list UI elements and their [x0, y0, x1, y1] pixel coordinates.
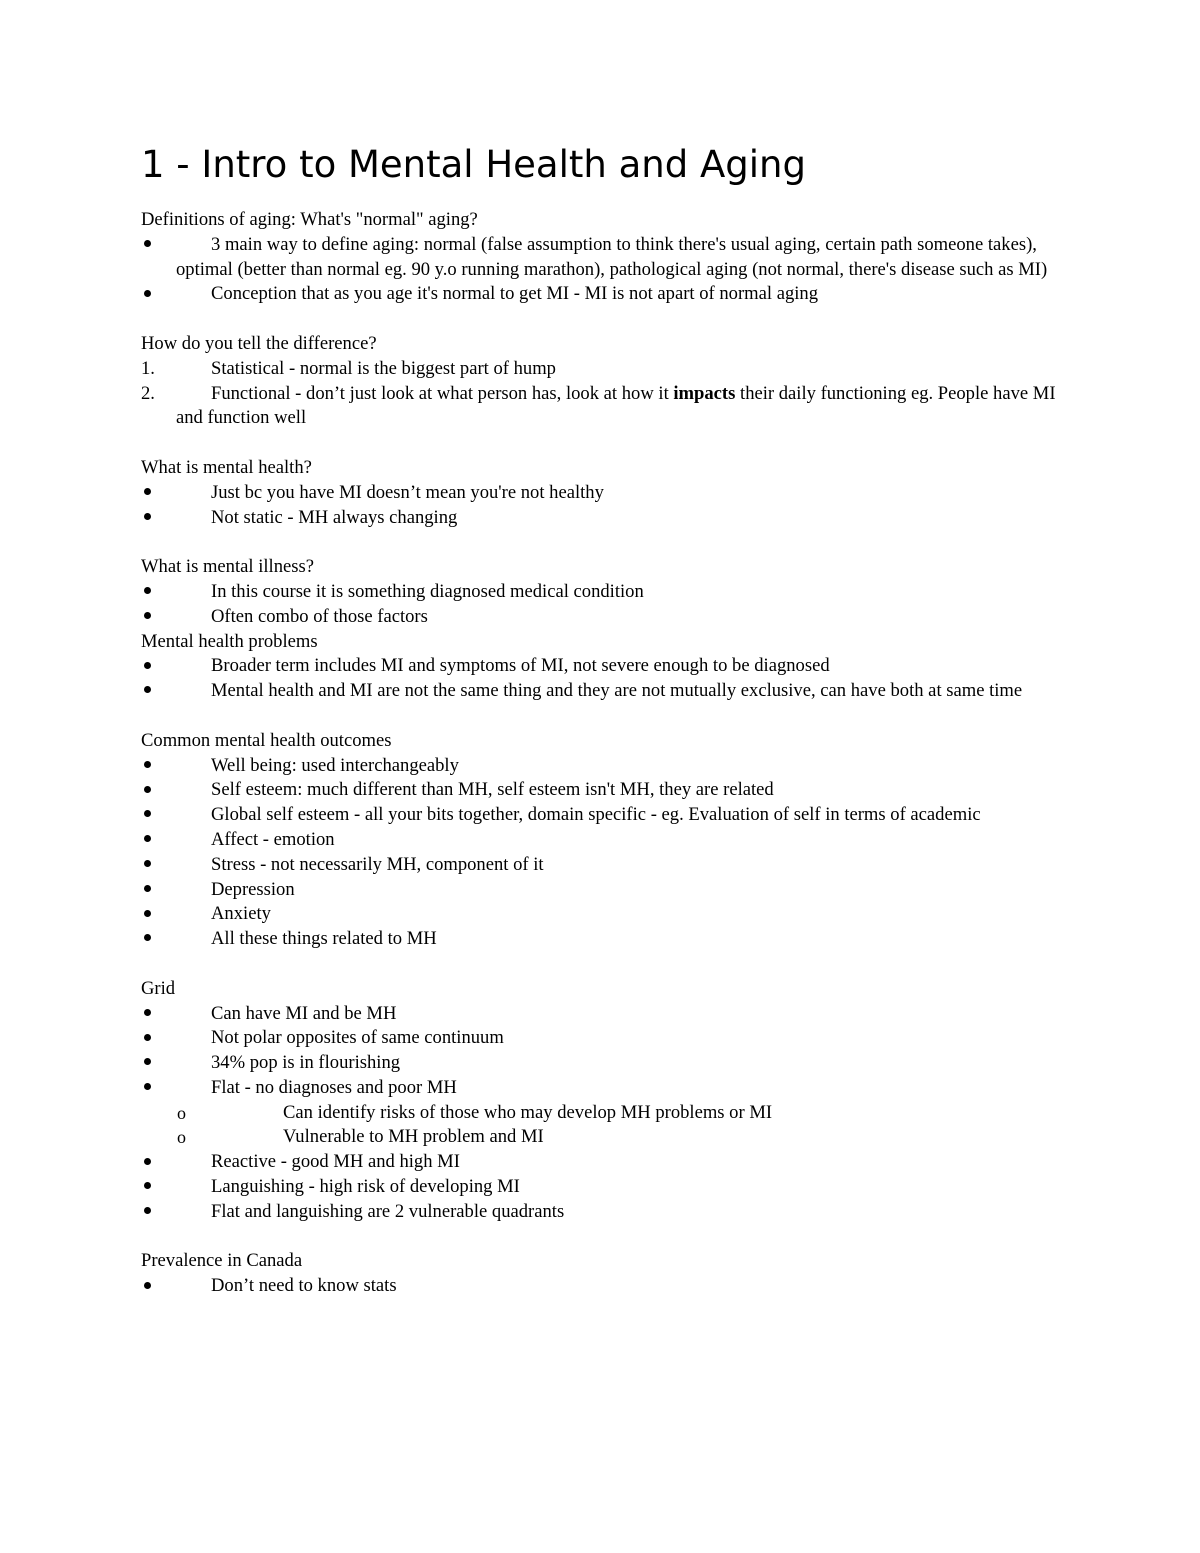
bullet-list [141, 1274, 1071, 1299]
list-item: Anxiety [141, 902, 1071, 927]
section-difference [141, 332, 1071, 431]
bullet-icon [141, 1200, 171, 1225]
bullet-icon [141, 506, 171, 531]
section-heading: Grid [141, 977, 176, 999]
list-item: 1. Statistical - normal is the biggest part of hump [141, 357, 1071, 382]
numbered-list [141, 357, 1071, 431]
bullet-icon [141, 1026, 171, 1051]
list-item: Reactive - good MH and high MI [141, 1150, 1071, 1175]
list-item: 2. Functional - don’t just look at what person has, look at how it impacts their daily functioning eg. People have MI and function well [141, 382, 1056, 429]
bullet-icon [141, 1175, 171, 1200]
list-item: Not polar opposites of same continuum [141, 1026, 1071, 1051]
bullet-icon [141, 233, 171, 258]
bullet-icon [141, 778, 171, 803]
bullet-icon [141, 1051, 171, 1076]
bullet-icon [141, 481, 171, 506]
bullet-icon [141, 605, 171, 630]
list-item: Affect - emotion [141, 828, 1071, 853]
bullet-icon [141, 580, 171, 605]
section-mh-problems [141, 630, 1071, 704]
list-item: Broader term includes MI and symptoms of MI, not severe enough to be diagnosed [141, 654, 1071, 679]
bullet-icon [141, 803, 171, 828]
bullet-icon [141, 853, 171, 878]
list-item: Often combo of those factors [141, 605, 1071, 630]
section-heading: Common mental health outcomes [141, 729, 392, 751]
list-item: Just bc you have MI doesn’t mean you're not healthy [141, 481, 1071, 506]
section-definitions [141, 208, 1071, 307]
list-item: Don’t need to know stats [141, 1274, 1071, 1299]
list-item: Depression [141, 878, 1071, 903]
bullet-icon [141, 1150, 171, 1175]
bullet-icon [141, 654, 171, 679]
bullet-icon [141, 878, 171, 903]
bullet-icon [141, 1274, 171, 1299]
section-heading: Prevalence in Canada [141, 1250, 303, 1272]
list-item: Languishing - high risk of developing MI [141, 1175, 1071, 1200]
list-item: Can have MI and be MH [141, 1002, 1071, 1027]
section-outcomes [141, 729, 1071, 952]
section-heading: What is mental illness? [141, 556, 314, 578]
section-grid [141, 977, 1071, 1225]
bullet-list [141, 754, 1071, 952]
bullet-list [141, 1002, 1071, 1225]
bullet-list [141, 654, 1071, 704]
document-body [141, 208, 1071, 1299]
section-prevalence [141, 1249, 1071, 1299]
bullet-list [141, 233, 1071, 307]
list-item: All these things related to MH [141, 927, 1071, 952]
bullet-icon [141, 282, 171, 307]
section-mental-health [141, 456, 1071, 530]
section-heading: Mental health problems [141, 630, 318, 652]
bullet-list [141, 580, 1071, 630]
section-mental-illness [141, 555, 1071, 629]
list-number: 2. [141, 382, 155, 404]
list-item: In this course it is something diagnosed medical condition [141, 580, 1071, 605]
section-heading: What is mental health? [141, 456, 312, 478]
bullet-icon [141, 679, 171, 704]
bullet-icon [141, 1002, 171, 1027]
section-heading: How do you tell the difference? [141, 332, 377, 354]
circle-bullet-icon: o [177, 1127, 186, 1148]
list-item: Mental health and MI are not the same thing and they are not mutually exclusive, can have both at same time [141, 679, 1071, 704]
bullet-icon [141, 927, 171, 952]
list-item: Stress - not necessarily MH, component of it [141, 853, 1071, 878]
section-heading: Definitions of aging: What's "normal" aging? [141, 209, 478, 230]
bullet-icon [141, 828, 171, 853]
list-number: 1. [141, 357, 155, 379]
bullet-icon [141, 754, 171, 779]
list-item: 3 main way to define aging: normal (false assumption to think there's usual aging, certain path someone takes), optimal (better than normal eg. 90 y.o running marathon), pathological aging (not normal, there's disease such as MI) [141, 233, 1071, 283]
document-title: 1 - Intro to Mental Health and Aging [141, 143, 806, 186]
list-item: Flat and languishing are 2 vulnerable quadrants [141, 1200, 1071, 1225]
bold-text: impacts [673, 382, 736, 404]
bullet-list [141, 481, 1071, 531]
list-item: Conception that as you age it's normal to get MI - MI is not apart of normal aging [141, 282, 1071, 307]
list-item: Global self esteem - all your bits together, domain specific - eg. Evaluation of self in terms of academic [141, 803, 1071, 828]
list-item: 34% pop is in flourishing [141, 1051, 1071, 1076]
document-page [141, 140, 1071, 1299]
list-item: Not static - MH always changing [141, 506, 1071, 531]
sub-list-item: o Vulnerable to MH problem and MI [141, 1125, 1071, 1150]
bullet-icon [141, 1076, 171, 1101]
list-item: Self esteem: much different than MH, self esteem isn't MH, they are related [141, 778, 1071, 803]
circle-bullet-icon: o [177, 1102, 186, 1123]
list-item: Well being: used interchangeably [141, 754, 1071, 779]
sub-list-item: o Can identify risks of those who may develop MH problems or MI [141, 1101, 1071, 1126]
list-item: Flat - no diagnoses and poor MH [141, 1076, 1071, 1101]
bullet-icon [141, 902, 171, 927]
